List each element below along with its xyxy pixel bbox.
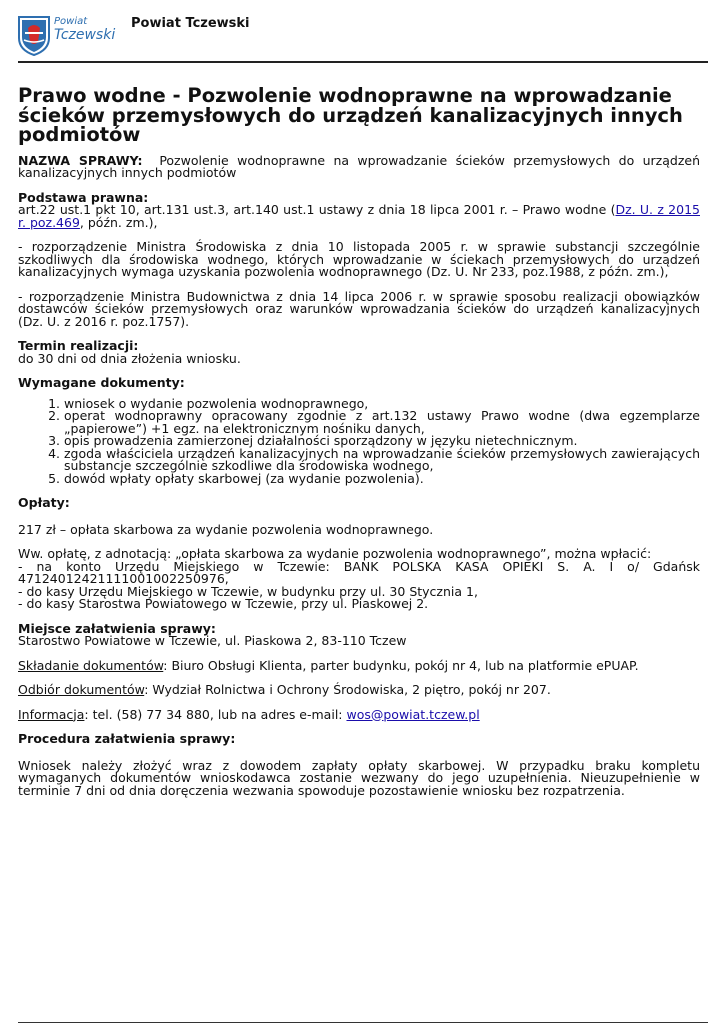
logo-line-1: Powiat: [54, 16, 88, 27]
payment-intro: Ww. opłatę, z adnotacją: „opłata skarbowa za wydanie pozwolenia wodnoprawnego”, można wpłacić:: [18, 546, 652, 561]
required-docs-label: [18, 377, 700, 390]
logo-text: [54, 17, 115, 42]
submission-label: Składanie dokumentów: [18, 657, 164, 673]
submission-value: : Biuro Obsługi Klienta, parter budynku, pokój nr 4, lub na platformie ePUAP.: [163, 657, 639, 673]
legal-basis: [18, 189, 700, 230]
collection-value: : Wydział Rolnictwa i Ochrony Środowiska, 2 piętro, pokój nr 207.: [144, 682, 551, 697]
venue-label: Miejsce załatwienia sprawy:: [18, 620, 216, 636]
legal-basis-label: Podstawa prawna:: [18, 189, 149, 205]
information-value: : tel. (58) 77 34 880, lub na adres e-mail:: [84, 706, 347, 722]
required-docs-heading: Wymagane dokumenty:: [18, 375, 185, 390]
powiat-logo[interactable]: [18, 14, 114, 60]
payment-cash-2: - do kasy Starostwa Powiatowego w Tczewie, przy ul. Piaskowej 2.: [18, 596, 429, 611]
list-item: 5. dowód wpłaty opłaty skarbowej (za wydanie pozwolenia).: [64, 473, 700, 486]
document-content: [18, 86, 700, 809]
footer-divider: [18, 1022, 708, 1023]
collection-label: Odbiór dokumentów: [18, 682, 145, 697]
email-link[interactable]: wos@powiat.tczew.pl: [346, 706, 480, 722]
page-title: Prawo wodne - Pozwolenie wodnoprawne na wprowadzanie ścieków przemysłowych do urządzeń kanalizacyjnych innych podmiotów: [18, 84, 683, 146]
page-header: [18, 14, 708, 62]
legal-basis-text-end: , późn. zm.),: [79, 214, 158, 230]
venue: [18, 620, 700, 648]
list-item: 4. zgoda właściciela urządzeń kanalizacyjnych na wprowadzanie ścieków przemysłowych zawierających substancje szczególnie szkodliwe dla środowiska wodnego,: [64, 448, 700, 473]
collection: [18, 684, 700, 697]
required-docs-list: [18, 395, 700, 486]
case-name-label: NAZWA SPRAWY:: [18, 152, 143, 168]
logo-line-2: Tczewski: [54, 27, 116, 43]
submission: [18, 657, 700, 673]
legal-basis-text: art.22 ust.1 pkt 10, art.131 ust.3, art.140 ust.1 ustawy z dnia 18 lipca 2001 r. – Prawo wodne (: [18, 202, 616, 217]
regulation-1: - rozporządzenie Ministra Środowiska z dnia 10 listopada 2005 r. w sprawie substancji szczególnie szkodliwych dla środowiska wodnego, których wprowadzanie w ściekach przemysłowych do urządzeń kanalizacyjnych wymaga uzyskania pozwolenia wodnoprawnego (Dz. U. Nr 233, poz.1988, z późn. zm.),: [18, 239, 700, 279]
site-name: Powiat Tczewski: [131, 16, 250, 31]
payment-cash-1: - do kasy Urzędu Miejskiego w Tczewie, w budynku przy ul. 30 Stycznia 1,: [18, 583, 478, 599]
list-item: 3. opis prowadzenia zamierzonej działalności sporządzony w języku nietechnicznym.: [64, 435, 700, 448]
payment-bank: - na konto Urzędu Miejskiego w Tczewie: BANK POLSKA KASA OPIEKI S. A. I o/ Gdańsk 47124012421111001002250976,: [18, 558, 700, 586]
procedure-heading: [18, 733, 700, 746]
regulation-2: - rozporządzenie Ministra Budownictwa z dnia 14 lipca 2006 r. w sprawie sposobu realizacji obowiązków dostawców ścieków przemysłowych oraz warunków wprowadzania ścieków do urządzeń kanalizacyjnych (Dz. U. z 2016 r. poz.1757).: [18, 288, 700, 329]
information: [18, 706, 700, 722]
list-item: 2. operat wodnoprawny opracowany zgodnie z art.132 ustawy Prawo wodne (dwa egzemplarze „papierowe”) +1 egz. na elektronicznym nośniku danych,: [64, 410, 700, 435]
legal-act-link[interactable]: Dz. U. z 2015 r. poz.469: [18, 202, 700, 230]
header-divider: [18, 61, 708, 63]
case-name-value: Pozwolenie wodnoprawne na wprowadzanie ścieków przemysłowych do urządzeń kanalizacyjnych innych podmiotów: [18, 152, 700, 180]
fees-heading: [18, 497, 700, 510]
procedure-label: Procedura załatwienia sprawy:: [18, 731, 236, 746]
deadline: [18, 340, 700, 365]
deadline-value: do 30 dni od dnia złożenia wniosku.: [18, 350, 241, 366]
coat-of-arms-icon: [18, 16, 50, 56]
fees-value: 217 zł – opłata skarbowa za wydanie pozwolenia wodnoprawnego.: [18, 521, 434, 537]
fees-label: Opłaty:: [18, 495, 70, 510]
information-label: Informacja: [18, 706, 85, 722]
payment-info: [18, 548, 700, 611]
deadline-label: Termin realizacji:: [18, 338, 139, 353]
venue-value: Starostwo Powiatowe w Tczewie, ul. Piaskowa 2, 83-110 Tczew: [18, 633, 407, 648]
case-name: [18, 152, 700, 180]
procedure-value: Wniosek należy złożyć wraz z dowodem zapłaty opłaty skarbowej. W przypadku braku kompletu wymaganych dokumentów wnioskodawca zostanie wezwany do jego uzupełnienia. Nieuzupełnienie w terminie 7 dni od dnia doręczenia wezwania spowoduje pozostawienie wniosku bez rozpatrzenia.: [18, 757, 700, 798]
list-item: 1. wniosek o wydanie pozwolenia wodnoprawnego,: [64, 398, 700, 411]
